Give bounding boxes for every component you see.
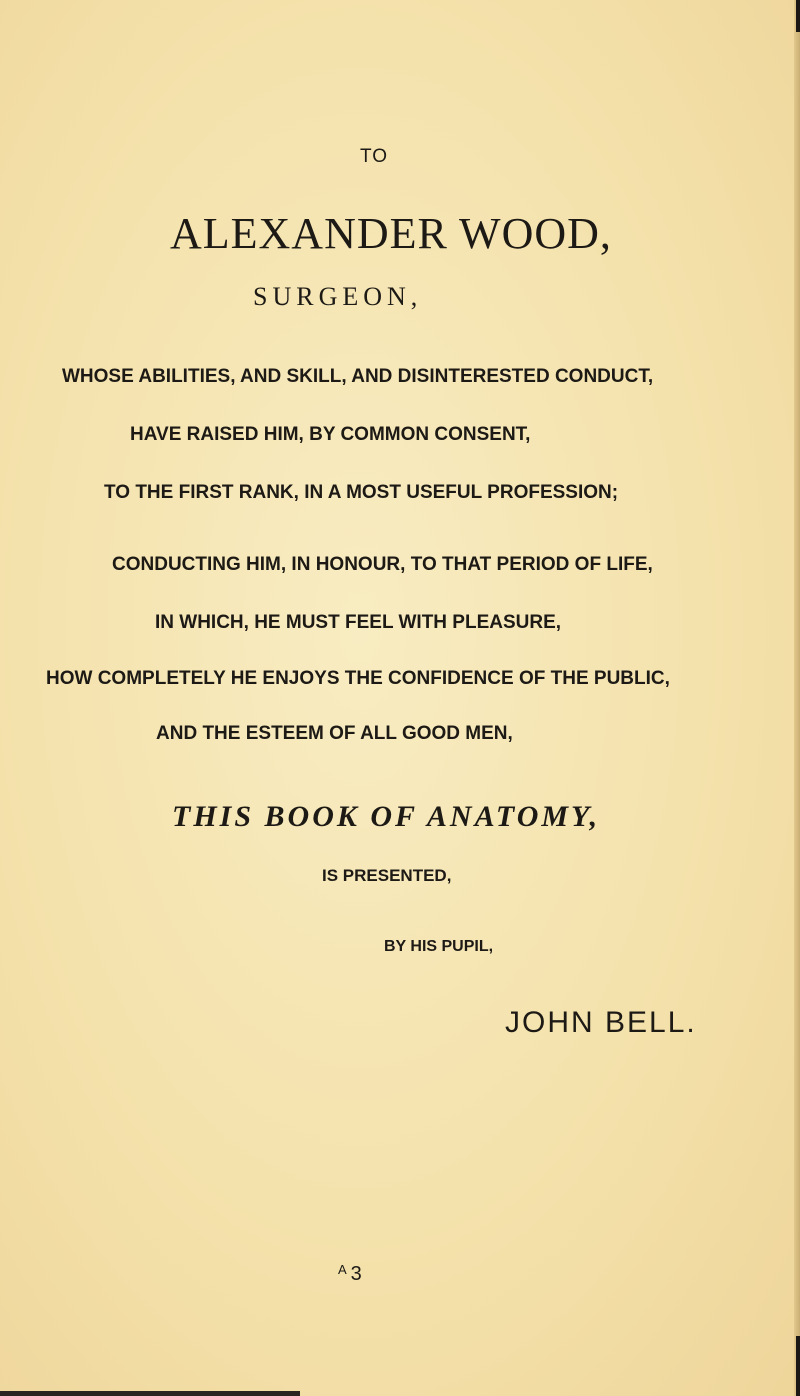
dedication-line-5: IN WHICH, HE MUST FEEL WITH PLEASURE, xyxy=(155,612,562,633)
dedication-line-4: CONDUCTING HIM, IN HONOUR, TO THAT PERIOD OF LIFE, xyxy=(112,554,653,575)
book-title: THIS BOOK OF ANATOMY, xyxy=(172,800,601,833)
pupil-line: BY HIS PUPIL, xyxy=(384,938,494,955)
dedication-line-7: AND THE ESTEEM OF ALL GOOD MEN, xyxy=(156,723,513,744)
page-edge xyxy=(794,0,800,1396)
presented-line: IS PRESENTED, xyxy=(322,866,452,885)
binding-mark-top xyxy=(796,0,800,32)
signature-letter: A xyxy=(338,1262,347,1277)
binding-mark-bottom xyxy=(796,1336,800,1396)
dedication-line-3: TO THE FIRST RANK, IN A MOST USEFUL PROFESSION; xyxy=(104,482,619,503)
dedicatee-title: SURGEON, xyxy=(253,282,423,311)
dedication-line-2: HAVE RAISED HIM, BY COMMON CONSENT, xyxy=(130,424,531,445)
dedication-line-6: HOW COMPLETELY HE ENJOYS THE CONFIDENCE OF THE PUBLIC, xyxy=(46,668,670,689)
dedication-to: TO xyxy=(360,146,389,167)
signature-number: 3 xyxy=(350,1263,362,1285)
page-bottom-edge xyxy=(0,1391,300,1396)
dedication-line-1: WHOSE ABILITIES, AND SKILL, AND DISINTERESTED CONDUCT, xyxy=(62,366,654,387)
author-name: JOHN BELL. xyxy=(505,1006,697,1039)
dedicatee-name: ALEXANDER WOOD, xyxy=(170,209,612,258)
signature-mark xyxy=(338,1262,362,1286)
